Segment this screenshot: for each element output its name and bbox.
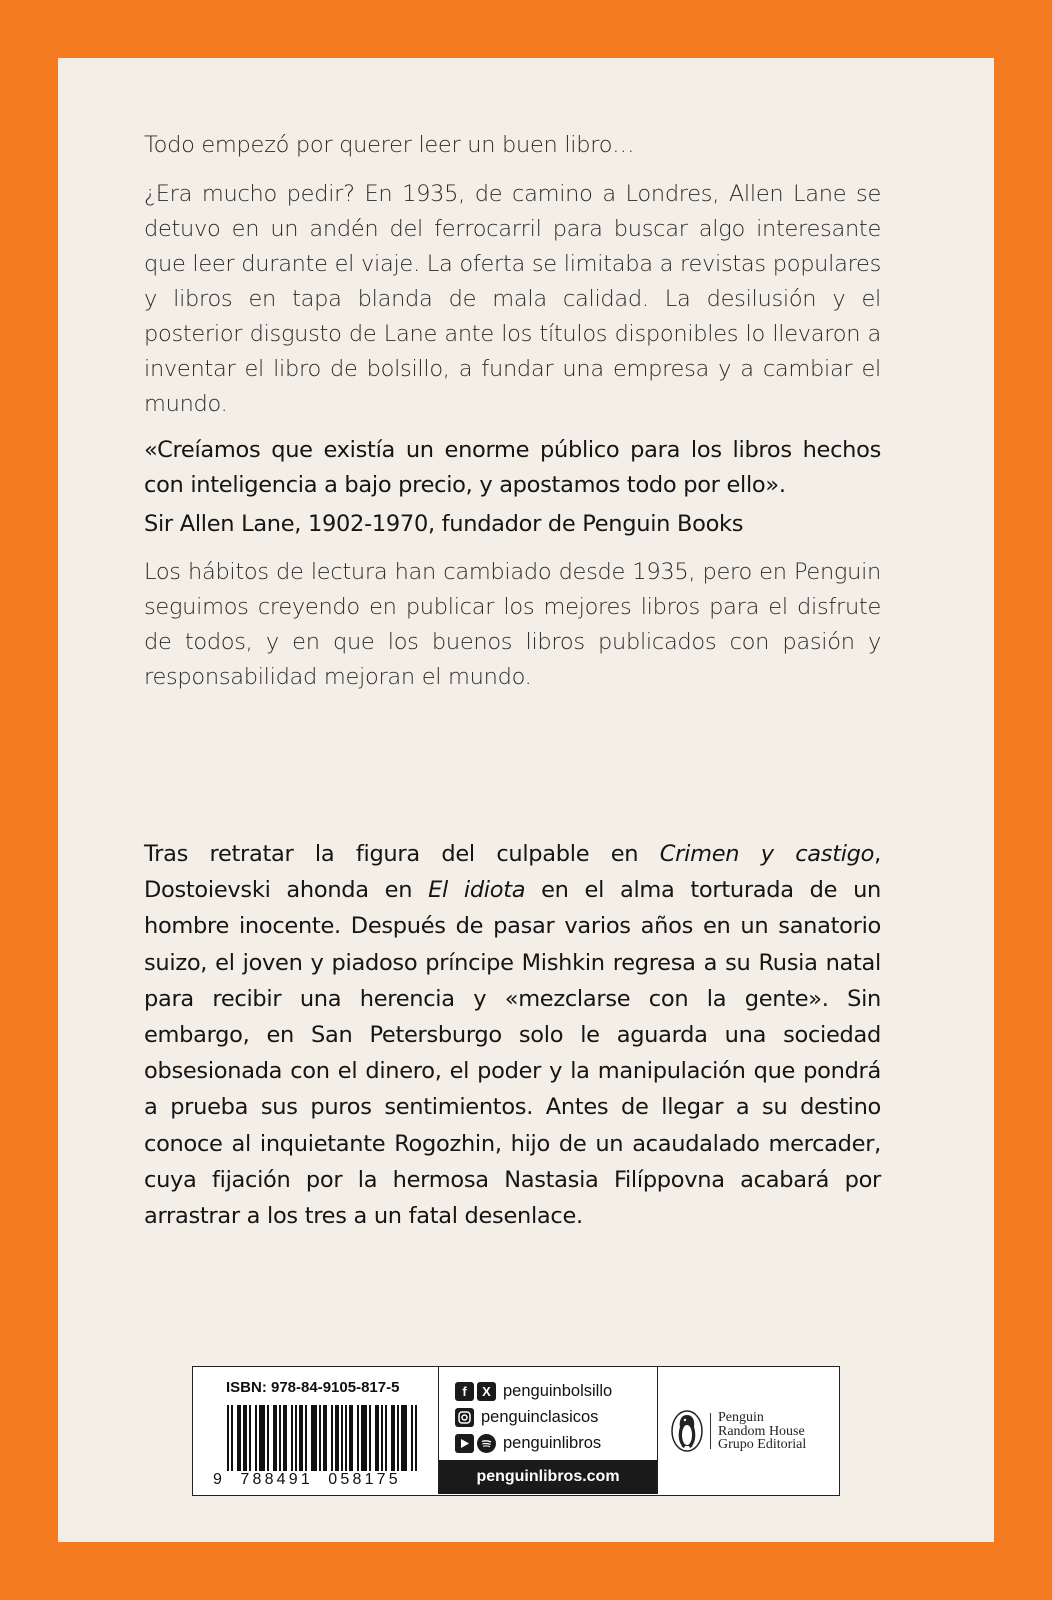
barcode-bar [283, 1405, 285, 1471]
back-cover-panel [58, 58, 994, 1542]
barcode-bar [273, 1405, 275, 1471]
barcode-bar [279, 1405, 281, 1471]
barcode-bar [385, 1405, 387, 1471]
intro-opening: Todo empezó por querer leer un buen libro… [144, 132, 635, 158]
barcode-bar [239, 1405, 241, 1471]
social-handle[interactable]: penguinlibros [503, 1433, 602, 1452]
barcode-bar [259, 1405, 261, 1471]
publisher-logo [658, 1367, 838, 1494]
barcode-bar [255, 1405, 257, 1471]
intro-story: ¿Era mucho pedir? En 1935, de camino a Londres, Allen Lane se detuvo en un andén del ferrocarril para buscar algo interesante que leer durante el viaje. La oferta se limitaba a revistas populares y libros en tapa blanda de mala calidad. La desilusión y el posterior disgusto de Lane ante los títulos disponibles lo llevaron a inventar el libro de bolsillo, a fundar una empresa y a cambiar el mundo. [144, 181, 881, 417]
barcode-section [193, 1367, 439, 1494]
allen-lane-quote: «Creíamos que existía un enorme público para los libros hechos con inteligencia a bajo precio, y apostamos todo por ello». [144, 437, 881, 498]
instagram-icon[interactable] [455, 1408, 474, 1427]
intro-closing: Los hábitos de lectura han cambiado desde 1935, pero en Penguin seguimos creyendo en publicar los mejores libros para el disfrute de todos, y en que los buenos libros publicados con pasión y responsabilidad mejoran el mundo. [144, 559, 881, 690]
social-section [439, 1367, 658, 1494]
barcode-bar [291, 1405, 293, 1471]
barcode-bar [377, 1405, 379, 1471]
barcode-bar [381, 1405, 383, 1471]
penguin-intro [144, 128, 881, 706]
barcode-bar [369, 1405, 371, 1471]
book-synopsis [144, 836, 881, 1234]
barcode-bar [393, 1405, 395, 1471]
barcode-bar [335, 1405, 337, 1471]
barcode-bar [299, 1405, 301, 1471]
barcode-bar [375, 1405, 377, 1471]
barcode-bar [345, 1405, 347, 1471]
facebook-icon[interactable]: f [455, 1382, 474, 1401]
barcode-bar [267, 1405, 269, 1471]
barcode-bar [405, 1405, 407, 1471]
spotify-icon[interactable] [477, 1434, 496, 1453]
barcode-bar [243, 1405, 245, 1471]
barcode-icon [227, 1405, 417, 1471]
barcode-bar [411, 1405, 413, 1471]
barcode-bar [415, 1405, 417, 1471]
synopsis-part3: en el alma torturada de un hombre inocente. Después de pasar varios años en un sanatorio suizo, el joven y piadoso príncipe Mishkin regresa a su Rusia natal para recibir una herencia y «mezclarse con la gente». Sin embargo, en San Petersburgo solo le aguarda una sociedad obsesionada con el dinero, el poder y la manipulación que pondrá a prueba sus puros sentimientos. Antes de llegar a su destino conoce al inquietante Rogozhin, hijo de un acaudalado mercader, cuya fijación por la hermosa Nastasia Filíppovna acabará por arrastrar a los tres a un fatal desenlace. [144, 877, 881, 1230]
barcode-bar [361, 1405, 363, 1471]
social-row-libros[interactable] [455, 1431, 601, 1455]
barcode-bar [325, 1405, 327, 1471]
barcode-bar [227, 1405, 229, 1471]
barcode-bar [313, 1405, 315, 1471]
barcode-bar [237, 1405, 239, 1471]
publisher-line3: Grupo Editorial [718, 1437, 807, 1452]
barcode-bar [231, 1405, 233, 1471]
publisher-name [718, 1411, 806, 1452]
barcode-bar [249, 1405, 251, 1471]
barcode-digits: 9 788491 058175 [213, 1471, 401, 1488]
barcode-bar [315, 1405, 317, 1471]
barcode-bar [337, 1405, 339, 1471]
barcode-bar [261, 1405, 263, 1471]
quote-attribution: Sir Allen Lane, 1902-1970, fundador de Penguin Books [144, 511, 744, 537]
barcode-bar [365, 1405, 367, 1471]
barcode-bar [295, 1405, 297, 1471]
isbn-label: ISBN: 978-84-9105-817-5 [226, 1379, 400, 1396]
x-icon[interactable]: X [477, 1382, 496, 1401]
barcode-bar [391, 1405, 393, 1471]
barcode-bar [341, 1405, 343, 1471]
barcode-bar [363, 1405, 365, 1471]
publisher-line1: Penguin [718, 1410, 764, 1425]
barcode-bar [311, 1405, 313, 1471]
social-handle[interactable]: penguinclasicos [481, 1407, 599, 1426]
website-link[interactable]: penguinlibros.com [439, 1460, 657, 1494]
social-row-bolsillo[interactable] [455, 1379, 612, 1403]
youtube-icon[interactable] [455, 1434, 474, 1453]
barcode-bar [305, 1405, 307, 1471]
barcode-bar [351, 1405, 353, 1471]
logo-divider [710, 1413, 711, 1449]
barcode-bar [275, 1405, 277, 1471]
barcode-bar [245, 1405, 247, 1471]
barcode-bar [263, 1405, 265, 1471]
barcode-bar [403, 1405, 405, 1471]
publisher-line2: Random House [718, 1423, 805, 1439]
barcode-bar [349, 1405, 351, 1471]
social-row-clasicos[interactable] [455, 1405, 598, 1429]
barcode-bar [319, 1405, 321, 1471]
barcode-bar [357, 1405, 359, 1471]
synopsis-title-idiota: El idiota [428, 877, 526, 904]
barcode-bar [397, 1405, 399, 1471]
penguin-icon [670, 1409, 704, 1453]
synopsis-title-crimen: Crimen y castigo [659, 841, 875, 867]
synopsis-part1: Tras retratar la figura del culpable en [144, 841, 660, 867]
barcode-bar [323, 1405, 325, 1471]
barcode-bar [331, 1405, 333, 1471]
barcode-bar [301, 1405, 303, 1471]
barcode-bar [401, 1405, 403, 1471]
social-handle[interactable]: penguinbolsillo [503, 1381, 613, 1400]
footer-info-box [192, 1366, 840, 1496]
barcode-bar [285, 1405, 287, 1471]
synopsis-part2: , Dostoievski ahonda en [144, 841, 881, 904]
